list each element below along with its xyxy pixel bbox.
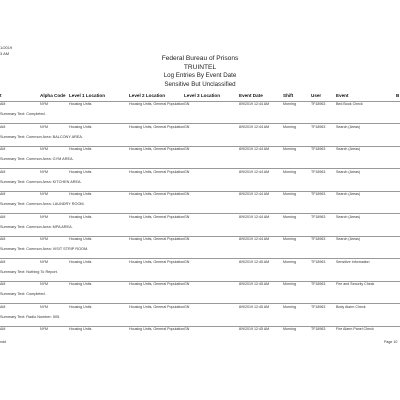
- summary-text: Summary Text: Common Area: GYM AREA.: [0, 157, 74, 161]
- cell-l1: Housing Units: [69, 169, 92, 174]
- summary-text: Summary Text: Common Area: VISIT STRIP ROOM.: [0, 247, 89, 251]
- column-header-event-date: Event Date: [239, 93, 263, 98]
- cell-l1: Housing Units: [69, 304, 92, 309]
- cell-l3: GN: [184, 214, 190, 219]
- cell-c0: AM: [0, 304, 6, 309]
- cell-shift: Morning: [283, 259, 296, 264]
- cell-user: TF18963: [311, 192, 326, 196]
- cell-event: Sensitive Information: [336, 259, 370, 264]
- cell-alpha: NYM: [40, 282, 48, 286]
- cell-l3: GN: [184, 147, 190, 151]
- cell-date: 8/9/2019 12:44 AM: [239, 124, 270, 129]
- footer-left: ndd: [0, 340, 6, 344]
- cell-date: 8/9/2019 12:45 AM: [239, 327, 270, 331]
- column-header-alpha-code: Alpha Code: [40, 93, 66, 98]
- column-header-event: Event: [336, 93, 349, 98]
- cell-l3: GN: [184, 192, 190, 196]
- system-title: TRUINTEL: [183, 63, 217, 71]
- cell-l3: GN: [184, 124, 190, 129]
- report-name: Log Entries By Event Date: [163, 72, 237, 80]
- cell-event: Search (Areas): [336, 147, 361, 151]
- summary-text: Summary Text: Radio Number: 505.: [0, 314, 61, 319]
- cell-event: Search (Areas): [336, 124, 361, 129]
- cell-l3: GN: [184, 237, 190, 241]
- cell-alpha: NYM: [40, 237, 48, 241]
- cell-shift: Morning: [283, 102, 296, 106]
- cell-user: TF18963: [311, 259, 326, 264]
- agency-title: Federal Bureau of Prisons: [161, 55, 239, 62]
- cell-shift: Morning: [283, 147, 296, 151]
- summary-text: Summary Text: Common Area: KITCHEN AREA.: [0, 179, 82, 184]
- cell-l2: Housing Units, General Population: [129, 214, 185, 219]
- cell-shift: Morning: [283, 282, 296, 286]
- cell-date: 8/9/2019 12:44 AM: [239, 192, 270, 196]
- cell-event: Search (Areas): [336, 214, 361, 219]
- cell-l1: Housing Units: [69, 214, 92, 219]
- column-header-b: B: [396, 93, 400, 98]
- table-row: [0, 260, 400, 272]
- cell-shift: Morning: [283, 237, 296, 241]
- cell-c0: AM: [0, 169, 6, 174]
- cell-l2: Housing Units, General Population: [129, 147, 185, 151]
- cell-l1: Housing Units: [69, 237, 92, 241]
- cell-alpha: NYM: [40, 169, 48, 174]
- cell-l1: Housing Units: [69, 124, 92, 129]
- cell-l2: Housing Units, General Population: [129, 259, 185, 264]
- cell-l1: Housing Units: [69, 259, 92, 264]
- report-date: 1/2019: [0, 45, 13, 50]
- page-number: Page 10: [384, 340, 398, 344]
- cell-date: 8/9/2019 12:44 AM: [239, 169, 270, 174]
- cell-user: TF18963: [311, 169, 326, 174]
- cell-l2: Housing Units, General Population: [129, 169, 185, 174]
- cell-user: TF18963: [311, 282, 326, 286]
- cell-c0: AM: [0, 237, 6, 241]
- report-time: 3 AM: [0, 51, 10, 56]
- cell-alpha: NYM: [40, 214, 48, 219]
- cell-user: TF18963: [311, 304, 326, 309]
- summary-text: Summary Text: Completed.: [0, 112, 46, 116]
- cell-alpha: NYM: [40, 327, 48, 331]
- cell-shift: Morning: [283, 304, 296, 309]
- cell-l3: GN: [184, 169, 190, 174]
- cell-l1: Housing Units: [69, 192, 92, 196]
- cell-user: TF18963: [311, 102, 326, 106]
- summary-text: Summary Text: Common Area: MPA AREA.: [0, 224, 73, 229]
- cell-l1: Housing Units: [69, 147, 92, 151]
- cell-event: Search (Areas): [336, 169, 361, 174]
- cell-c0: AM: [0, 102, 6, 106]
- cell-alpha: NYM: [40, 147, 48, 151]
- cell-event: Body Alarm Check: [336, 304, 366, 309]
- cell-c0: AM: [0, 282, 6, 286]
- table-row: [0, 327, 400, 339]
- summary-text: Summary Text: Common Area: BALCONY AREA.: [0, 134, 83, 139]
- column-header: t: [0, 93, 2, 98]
- cell-l2: Housing Units, General Population: [129, 327, 185, 331]
- cell-c0: AM: [0, 192, 6, 196]
- cell-shift: Morning: [283, 214, 296, 219]
- cell-c0: AM: [0, 214, 6, 219]
- cell-l2: Housing Units, General Population: [129, 124, 185, 129]
- cell-user: TF18963: [311, 214, 326, 219]
- cell-date: 8/9/2019 12:45 AM: [239, 282, 270, 286]
- cell-l2: Housing Units, General Population: [129, 102, 185, 106]
- cell-l3: GN: [184, 259, 190, 264]
- cell-shift: Morning: [283, 124, 296, 129]
- table-row: [0, 102, 400, 114]
- cell-l3: GN: [184, 102, 190, 106]
- cell-user: TF18963: [311, 147, 326, 151]
- cell-c0: AM: [0, 327, 6, 331]
- column-header-level-2: Level 2 Location: [129, 93, 165, 98]
- cell-date: 8/9/2019 12:45 AM: [239, 304, 270, 309]
- cell-l3: GN: [184, 304, 190, 309]
- cell-shift: Morning: [283, 327, 296, 331]
- cell-l2: Housing Units, General Population: [129, 237, 185, 241]
- cell-shift: Morning: [283, 169, 296, 174]
- cell-c0: AM: [0, 147, 6, 151]
- cell-alpha: NYM: [40, 259, 48, 264]
- header-left: [0, 45, 12, 57]
- report-title-block: [110, 55, 290, 89]
- cell-date: 8/9/2019 12:44 AM: [239, 147, 270, 151]
- cell-c0: AM: [0, 259, 6, 264]
- cell-l1: Housing Units: [69, 327, 92, 331]
- cell-user: TF18963: [311, 124, 326, 129]
- cell-l2: Housing Units, General Population: [129, 192, 185, 196]
- cell-alpha: NYM: [40, 102, 48, 106]
- cell-l1: Housing Units: [69, 282, 92, 286]
- summary-text: Summary Text: Common Area: LAUNDRY ROOM.: [0, 202, 85, 206]
- cell-date: 8/9/2019 12:44 AM: [239, 237, 270, 241]
- cell-date: 8/9/2019 12:44 AM: [239, 102, 270, 106]
- cell-c0: AM: [0, 124, 6, 129]
- cell-date: 8/9/2019 12:45 AM: [239, 259, 270, 264]
- column-header-level-1: Level 1 Location: [69, 93, 105, 98]
- classification-label: Sensitive But Unclassified: [164, 80, 236, 88]
- cell-user: TF18963: [311, 327, 326, 331]
- table-row: [0, 282, 400, 294]
- cell-event: Search (Areas): [336, 192, 361, 196]
- cell-alpha: NYM: [40, 192, 48, 196]
- cell-event: Fire Alarm Panel Check: [336, 327, 374, 331]
- cell-user: TF18963: [311, 237, 326, 241]
- cell-alpha: NYM: [40, 124, 48, 129]
- cell-l1: Housing Units: [69, 102, 92, 106]
- cell-event: Search (Areas): [336, 237, 361, 241]
- summary-text: Summary Text: Completed.: [0, 292, 46, 296]
- cell-alpha: NYM: [40, 304, 48, 309]
- cell-l2: Housing Units, General Population: [129, 304, 185, 309]
- column-header-user: User: [311, 93, 322, 98]
- column-header-level-3: Level 3 Location: [184, 93, 220, 98]
- cell-event: Fire and Security Check: [336, 282, 375, 286]
- cell-l3: GN: [184, 282, 190, 286]
- cell-l3: GN: [184, 327, 190, 331]
- cell-date: 8/9/2019 12:44 AM: [239, 214, 270, 219]
- cell-event: Bed Book Check: [336, 102, 363, 106]
- cell-l2: Housing Units, General Population: [129, 282, 185, 286]
- cell-shift: Morning: [283, 192, 296, 196]
- summary-text: Summary Text: Nothing To Report.: [0, 269, 58, 274]
- column-header-shift: Shift: [283, 93, 294, 98]
